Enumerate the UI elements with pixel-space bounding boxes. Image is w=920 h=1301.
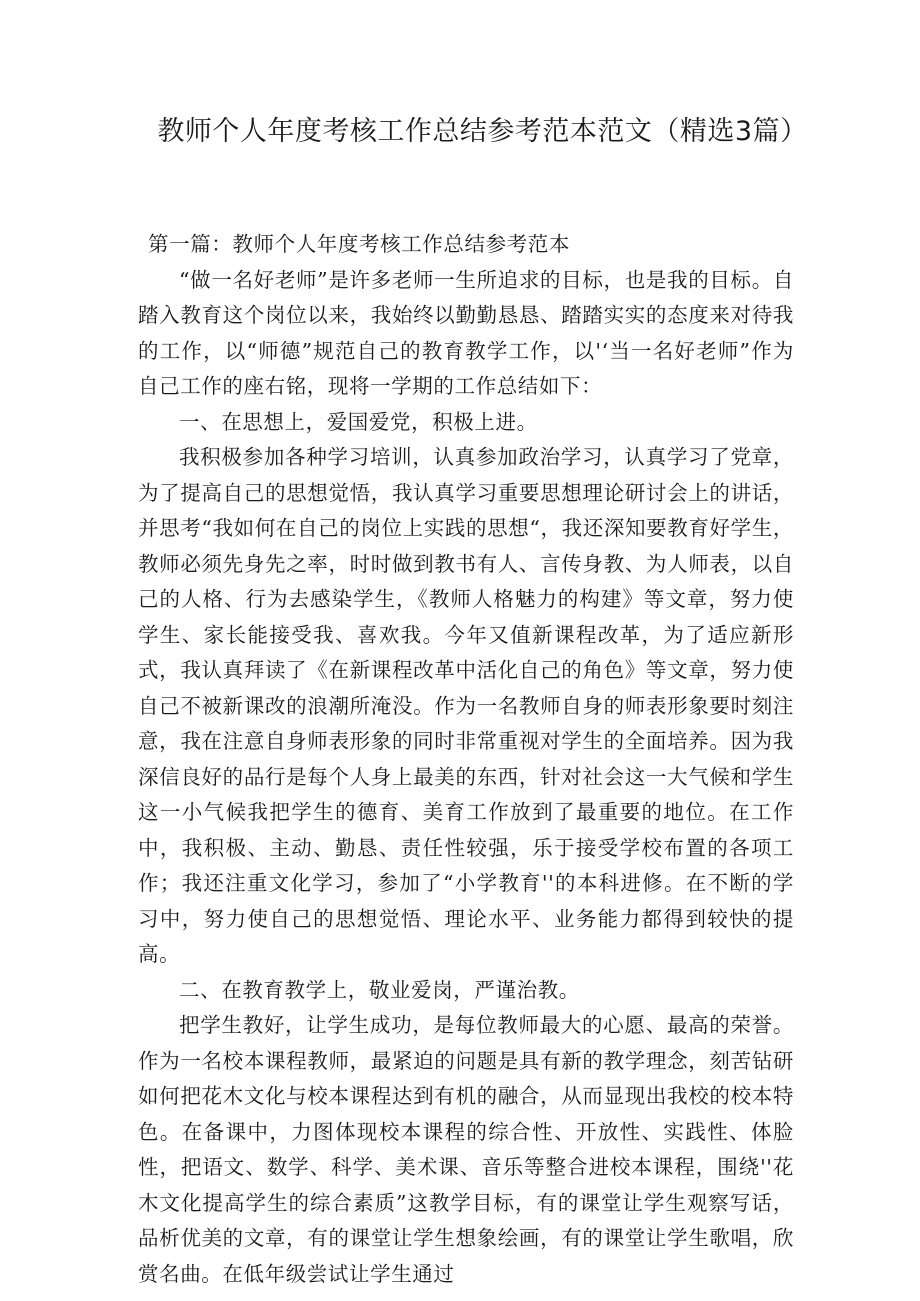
paragraph-ideology: 我积极参加各种学习培训，认真参加政治学习，认真学习了党章，为了提高自己的思想觉悟，我认真学习重要思想理论研讨会上的讲话，并思考“我如何在自己的岗位上实践的思想“，我还深知要教育好学生，教师必须先身先之率，时时做到教书有人、言传身教、为人师表，以自己的人格、行为去感染学生，《教师人格魅力的构建》等文章，努力使学生、家长能接受我、喜欢我。今年又值新课程改革，为了适应新形式，我认真拜读了《在新课程改革中活化自己的角色》等文章，努力使自己不被新课改的浪潮所淹没。作为一名教师自身的师表形象要时刻注意，我在注意自身师表形象的同时非常重视对学生的全面培养。因为我深信良好的品行是每个人身上最美的东西，针对社会这一大气候和学生这一小气候我把学生的德育、美育工作放到了最重要的地位。在工作中，我积极、主动、勤恳、责任性较强，乐于接受学校布置的各项工作；我还注重文化学习，参加了“小学教育''的本科进修。在不断的学习中，努力使自己的思想觉悟、理论水平、业务能力都得到较快的提高。 <box>138 445 794 966</box>
subheading-ideology: 一、在思想上，爱国爱党，积极上进。 <box>179 409 538 434</box>
document-title: 教师个人年度考核工作总结参考范本范文（精选3篇） <box>157 116 808 147</box>
subheading-teaching: 二、在教育教学上，敬业爱岗，严谨治教。 <box>179 977 580 1002</box>
section-heading: 第一篇：教师个人年度考核工作总结参考范本 <box>148 232 570 256</box>
document-body <box>138 227 794 1292</box>
paragraph-intro: “做一名好老师”是许多老师一生所追求的目标，也是我的目标。自踏入教育这个岗位以来，我始终以勤勤恳恳、踏踏实实的态度来对待我的工作，以“师德”规范自己的教育教学工作，以'‘当一名好老师”作为自己工作的座右铭，现将一学期的工作总结如下： <box>138 267 794 398</box>
paragraph-teaching: 把学生教好，让学生成功，是每位教师最大的心愿、最高的荣誉。作为一名校本课程教师，最紧迫的问题是具有新的教学理念，刻苦钻研如何把花木文化与校本课程达到有机的融合，从而显现出我校的校本特色。在备课中，力图体现校本课程的综合性、开放性、实践性、体脸性，把语文、数学、科学、美术课、音乐等整合进校本课程，围绕''花木文化提高学生的综合素质”这教学目标，有的课堂让学生观察写话，品析优美的文章，有的课堂让学生想象绘画，有的课堂让学生歌唱，欣赏名曲。在低年级尝试让学生通过 <box>138 1013 794 1286</box>
